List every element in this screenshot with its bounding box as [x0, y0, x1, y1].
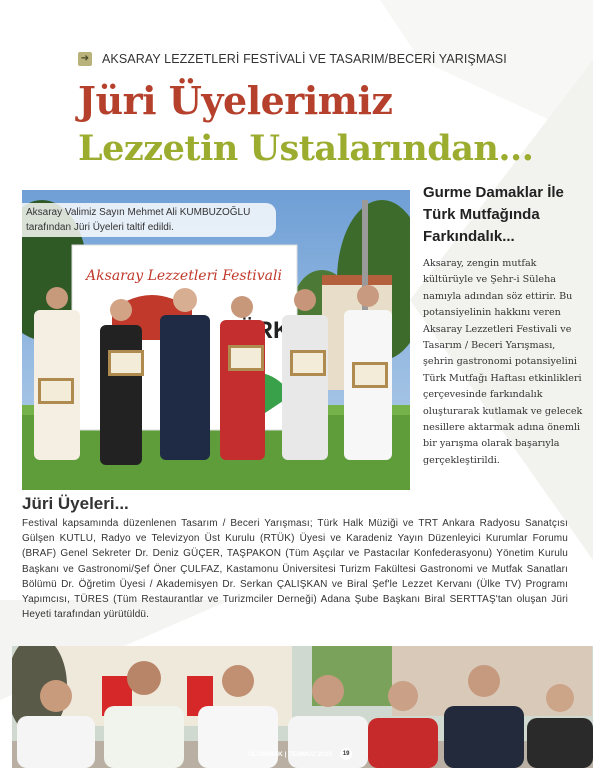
sidebar-body: Aksaray, zengin mutfak kültürüyle ve Şehr-i Süleha namıyla adından söz ettirir. Bu potansiyelinin hakkını veren Aksaray Lezzetleri Festivali ve Tasarım / Beceri Yarışması, şehrin gastronomi potansiyelini Türk Mutfağı Haftası etkinlikleri çerçevesinde farkındalık oluşturarak kutlamak ve gelecek nesillere aktarmak adına önemli bir yarışma olarak başarıyla gerçekleştirildi. [423, 258, 583, 466]
section-header [78, 52, 507, 66]
page-subtitle: Lezzetin Ustalarından... [78, 128, 534, 169]
magazine-issue: ULUIRMAK | TEMMUZ 2025 [248, 750, 333, 758]
sidebar-title: Gurme Damaklar İle Türk Mutfağında Farkındalık... [423, 184, 564, 245]
banner-text: Aksaray Lezzetleri Festivali [86, 268, 282, 284]
jury-section-body: Festival kapsamında düzenlenen Tasarım / Beceri Yarışması; Türk Halk Müziği ve TRT Ankara Radyosu Sanatçısı Gülşen KUTLU, Radyo ve Televizyon Üst Kurulu (RTÜK) Üyesi ve Karadeniz Yayın Düzenleyici Kurumlar Forumu (BRAF) Genel Sekreter Dr. Deniz GÜÇER, TAŞPAKON (Tüm Aşçılar ve Pastacılar Konfederasyonu) Yönetim Kurulu Başkanı ve Gastronomi/Şef Öner ÇULFAZ, Kastamonu Üniversitesi Turizm Fakültesi Gastronomi ve Mutfak Sanatları Bölümü Dr. Öğretim Üyesi / Akademisyen Dr. Serkan ÇALIŞKAN ve Biral Şef'le Lezzet Kervanı (Ülke TV) Programı Yapımcısı, TÜRES (Tüm Restaurantlar ve Turizmciler Derneği) Adana Şube Başkanı Biral SERTTAŞ'tan oluşan Jüri Heyeti tarafından yürütüldü. [22, 518, 568, 621]
jury-section-title: Jüri Üyeleri... [22, 494, 129, 513]
section-label: AKSARAY LEZZETLERİ FESTİVALİ VE TASARIM/BECERİ YARIŞMASI [102, 52, 507, 66]
page-number: 19 [340, 748, 352, 760]
arrow-right-icon: ➜ [78, 52, 92, 66]
page-footer [248, 748, 352, 760]
page-title: Jüri Üyelerimiz [78, 78, 393, 123]
photo-caption: Aksaray Valimiz Sayın Mehmet Ali KUMBUZOĞLU tarafından Jüri Üyeleri taltif edildi. [22, 203, 276, 237]
